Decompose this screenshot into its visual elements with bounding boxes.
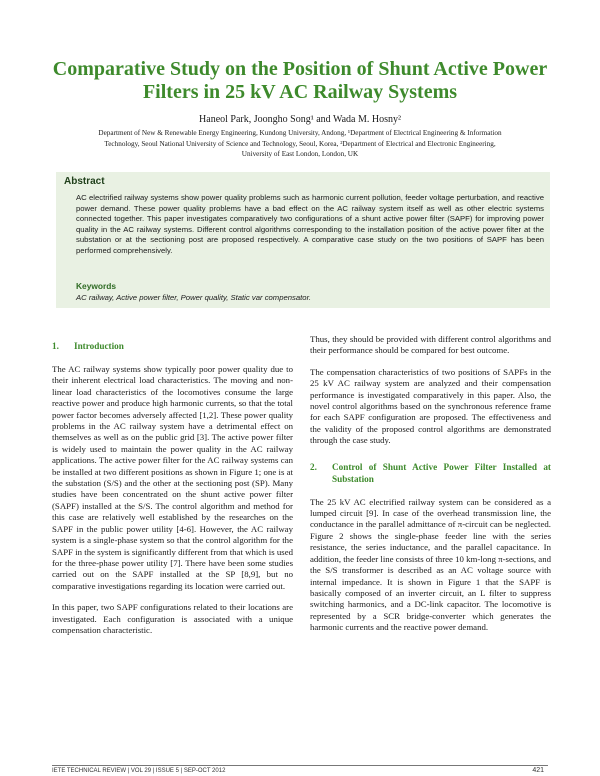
footer-divider bbox=[52, 765, 548, 766]
section-2-paragraph-1: The 25 kV AC electrified railway system can be considered as a lumped circuit [9]. In case of the overhead transmission line, the conductance in the parallel admittance of π-circuit can be neglected. Figure 2 shows the single-phase feeder line with the series resistance, the series inductance, and the parallel capacitance. In addition, the feeder line consists of three 10 km-long π-sections, and the S/S transformer is described as an AC voltage source with internal impedance. It is shown in Figure 1 that the SAPF is basically composed of an inverter circuit, an L filter to suppress switching harmonics, and a DC-link capacitor. The locomotive is represented by a SCR bridge-converter which generates the harmonic currents and the reactive power demand. bbox=[310, 496, 551, 633]
right-column bbox=[310, 334, 551, 644]
section-1-title: Introduction bbox=[74, 341, 124, 351]
intro-paragraph-3: Thus, they should be provided with different control algorithms and their performance should be compared for best outcome. bbox=[310, 334, 551, 356]
affiliation-line-1: Department of New & Renewable Energy Engineering, Kundong University, Andong, ¹Department of Electrical Engineering & Information bbox=[98, 129, 502, 137]
abstract-text: AC electrified railway systems show power quality problems such as harmonic current pollution, feeder voltage perturbation, and reactive power demand. These power quality problems have a bad effect on the AC railway system itself as well as other electric systems connected together. This paper investigates comparatively two configurations of a shunt active power filter (SAPF) for improving power quality in the AC railway systems. Different control algorithms corresponding to the installation position of the active power filter at the substation or at the sectioning post are proposed respectively. A comparative case study on the two positions of SAPF has been performed comprehensively. bbox=[76, 193, 544, 255]
paper-title bbox=[30, 58, 570, 104]
left-column bbox=[52, 340, 293, 646]
affiliation-line-2: Technology, Seoul National University of Science and Technology, Seoul, Korea, ²Department of Electrical and Electronic Engineering, bbox=[104, 139, 496, 148]
intro-paragraph-4: The compensation characteristics of two positions of SAPFs in the 25 kV AC railway system are analyzed and their compensation performance is investigated comparatively in this paper. Also, the novel control algorithms based on the synchronous reference frame for each SAPF configuration are proposed. The effectiveness and the validity of the proposed control algorithms are demonstrated through the case study. bbox=[310, 366, 551, 446]
footer-journal: IETE TECHNICAL REVIEW | VOL 29 | ISSUE 5 | SEP-OCT 2012 bbox=[52, 768, 226, 774]
keywords-text: AC railway, Active power filter, Power quality, Static var compensator. bbox=[76, 293, 311, 302]
keywords-heading: Keywords bbox=[76, 281, 117, 291]
page-number: 421 bbox=[532, 767, 544, 774]
authors: Haneol Park, Joongho Song¹ and Wada M. Hosny² bbox=[199, 114, 401, 125]
section-2-title: Control of Shunt Active Power Filter Installed at Substation bbox=[332, 461, 551, 484]
intro-paragraph-1: The AC railway systems show typically poor power quality due to their inherent electrical load characteristics. The moving and non-linear load characteristics of the locomotives consume the large reactive power and produce high harmonic currents, so that the total power factor becomes adversely affected [1,2]. These power quality problems in the AC railway system have a detrimental effect on themselves as well as on the public grid [3]. The active power filter is widely used to maintain the power quality in the AC railway applications. The active power filter for the AC railway systems can be installed at two different positions as shown in Figure 1; one is at the substation (S/S) and the other at the sectioning post (SP). Many studies have been concentrated on the shunt active power filter (SAPF) installed at the S/S. The control algorithm and method for this case are relatively well established by the researches on the SAPF in the public power utility [4-6]. However, the AC railway system is a single-phase system so that the control algorithm for the SAPF in the system is significantly different from that which is used for the three-phase power utility [7]. There have been some studies carried out on the SAPF installed at the SP [8,9], but no comparative investigations regarding its location were carried out. bbox=[52, 364, 293, 591]
abstract-heading: Abstract bbox=[64, 176, 105, 187]
section-2-heading bbox=[310, 461, 551, 485]
section-1-heading bbox=[52, 340, 293, 352]
intro-paragraph-2: In this paper, two SAPF configurations related to their locations are investigated. Each configuration is associated with a unique compensation characteristic. bbox=[52, 602, 293, 635]
affiliations bbox=[40, 128, 560, 160]
affiliation-line-3: University of East London, London, UK bbox=[241, 150, 359, 159]
section-1-number: 1. bbox=[52, 341, 59, 351]
section-2-number: 2. bbox=[310, 461, 317, 472]
title-line-2: Filters in 25 kV AC Railway Systems bbox=[142, 81, 458, 103]
title-line-1: Comparative Study on the Position of Shunt Active Power bbox=[52, 58, 548, 80]
